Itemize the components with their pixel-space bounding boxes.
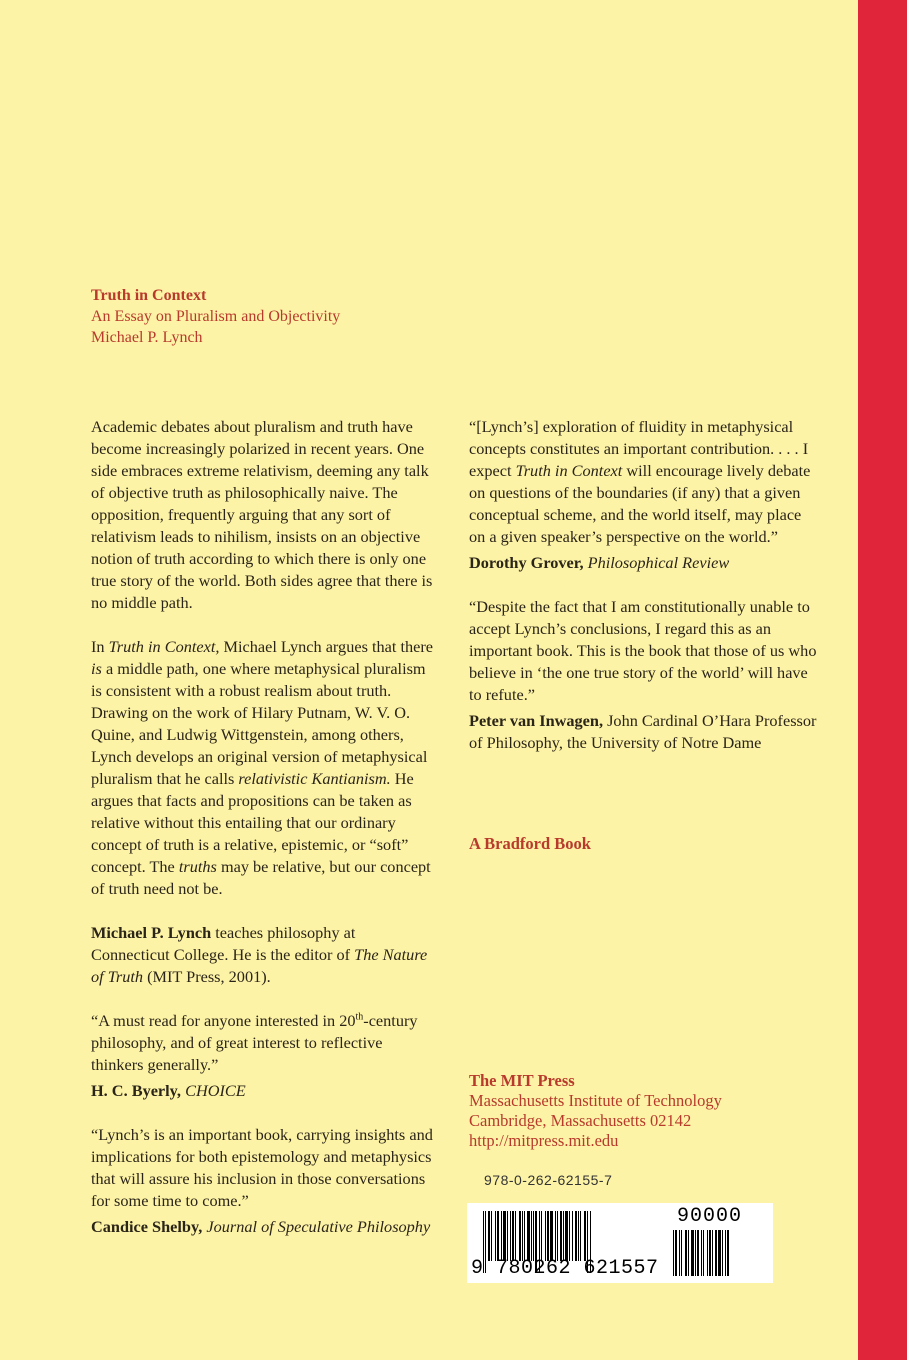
publisher-address: Cambridge, Massachusetts 02142 [469,1111,692,1130]
imprint-label: A Bradford Book [469,834,591,853]
barcode [467,1203,773,1283]
publisher-name: The MIT Press [469,1071,575,1090]
review-source: CHOICE [185,1081,246,1100]
book-author: Michael P. Lynch [91,329,203,346]
text-run: Michael Lynch argues that there [219,637,433,656]
text-run: will encourage lively debate on questions of the boundaries (if any) that a given conceptual scheme, and the world itself, may place on a given speaker’s perspective on the world.” [469,461,811,546]
book-title-italic: Truth in Context, [108,637,220,656]
bio-name: Michael P. Lynch [91,923,212,942]
left-column [91,416,437,1238]
text-run: -century philosophy, and of great interest to reflective thinkers generally.” [91,1011,418,1074]
text-run: He argues that facts and propositions can be taken as relative without this entailing that our ordinary concept of truth is a relative, epistemic, or “soft” concept. The [91,769,414,876]
barcode-addon-bars [673,1230,765,1276]
barcode-bars [483,1211,659,1261]
superscript: th [355,1011,364,1023]
book-title: Truth in Context [91,287,207,304]
emphasis: truths [178,857,217,876]
text-run: “A must read for anyone interested in 20 [91,1011,356,1030]
book-subtitle: An Essay on Pluralism and Objectivity [91,308,341,325]
publisher-block [469,1071,722,1151]
book-title-italic: The Nature of Truth [91,945,428,986]
text-run: teaches philosophy at Connecticut College. He is the editor of [91,923,356,964]
review-source: Philosophical Review [587,553,730,572]
barcode-bar [591,1211,592,1261]
review-quote [469,416,819,548]
text-run: (MIT Press, 2001). [143,967,271,986]
publisher-url: http://mitpress.mit.edu [469,1131,619,1150]
book-spine [858,0,907,1360]
emphasis: is [91,659,102,678]
review-attribution [469,710,819,754]
description-paragraph-1: Academic debates about pluralism and truth have become increasingly polarized in recent years. One side embraces extreme relativism, deeming any talk of objective truth as philosophically naive. The opposition, frequently arguing that any sort of relativism leads to nihilism, insists on an objective notion of truth according to which there is only one true story of the world. Both sides agree that there is no middle path. [91,417,433,612]
reviewer-name: Candice Shelby, [91,1217,203,1236]
review-attribution [469,552,819,574]
author-bio [91,922,437,988]
text-run: “[Lynch’s] exploration of fluidity in metaphysical concepts constitutes an important contribution. . . . I expect [469,417,809,480]
reviewer-name: Dorothy Grover, [469,553,584,572]
barcode-bar [729,1230,730,1276]
publisher-institution: Massachusetts Institute of Technology [469,1091,722,1110]
reviewer-affiliation: John Cardinal O’Hara Professor of Philosophy, the University of Notre Dame [469,711,817,752]
review-quote [91,1010,437,1076]
book-title-italic: Truth in Context [515,461,623,480]
review-quote: “Lynch’s is an important book, carrying insights and implications for both epistemology and metaphysics that will assure his inclusion in those conversations for some time to come.” [91,1125,433,1210]
reviewer-name: H. C. Byerly, [91,1081,181,1100]
review-source: Journal of Speculative Philosophy [206,1217,431,1236]
text-run: a middle path, one where metaphysical pluralism is consistent with a robust realism about truth. Drawing on the work of Hilary Putnam, W. V. O. Quine, and Ludwig Wittgenstein, among others, Lynch develops an original version of metaphysical pluralism that he calls [91,659,428,788]
barcode-number: 9 780262 621557 [471,1257,659,1280]
description-paragraph-2 [91,636,437,900]
review-quote: “Despite the fact that I am constitutionally unable to accept Lynch’s conclusions, I regard this as an important book. This is the book that those of us who believe in ‘the one true story of the world’ will have to refute.” [469,597,817,704]
review-attribution [91,1080,437,1102]
title-block [91,285,340,348]
barcode-addon-number: 90000 [677,1205,743,1228]
reviewer-name: Peter van Inwagen, [469,711,604,730]
review-attribution [91,1216,437,1238]
text-run: may be relative, but our concept of truth need not be. [91,857,431,898]
isbn-number: 978-0-262-62155-7 [484,1172,613,1188]
right-column [469,416,819,754]
term-italic: relativistic Kantianism. [238,769,391,788]
text-run: In [91,637,109,656]
